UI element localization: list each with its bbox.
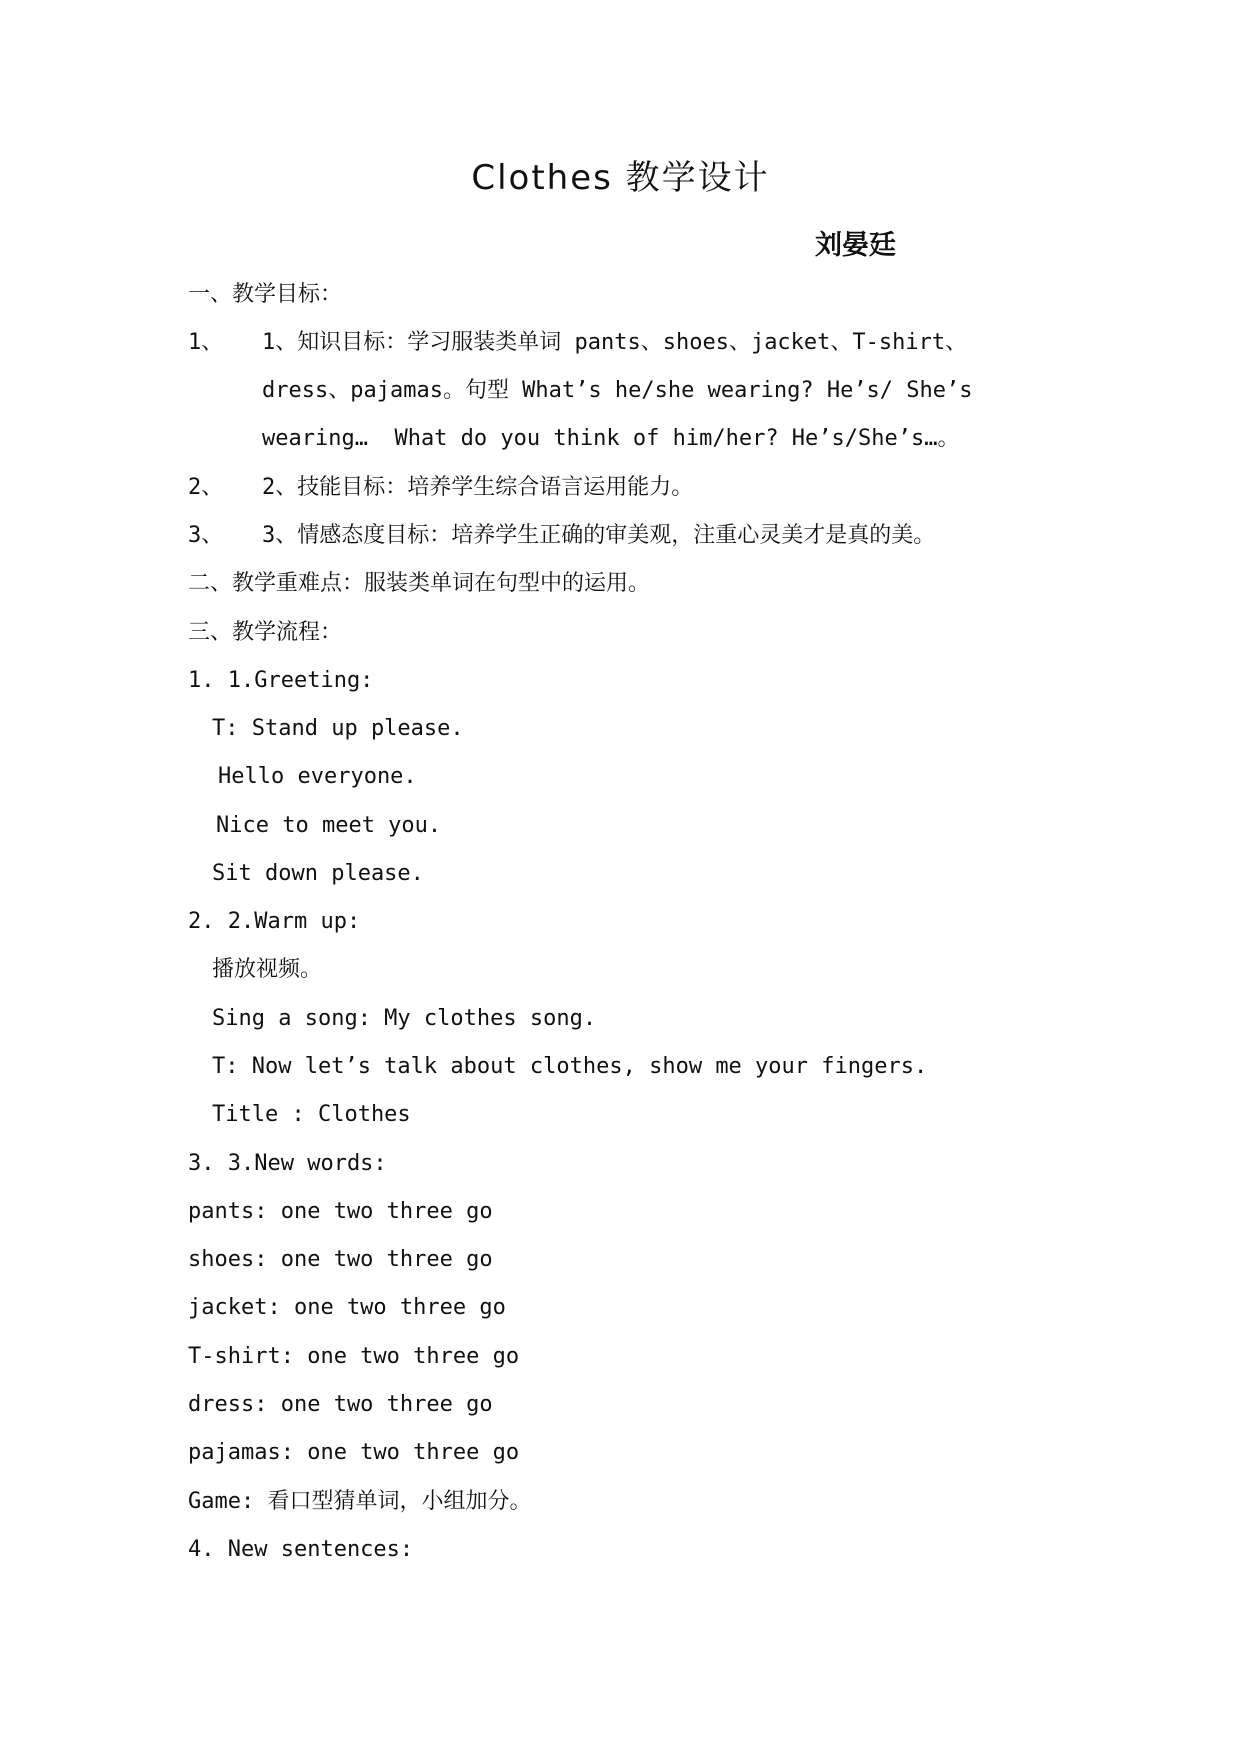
document-title: Clothes 教学设计 bbox=[471, 158, 770, 198]
section-heading-objectives: 一、教学目标： bbox=[188, 282, 343, 307]
warmup-line: Sing a song: My clothes song. bbox=[212, 1006, 597, 1031]
objective-skill: 2、技能目标：培养学生综合语言运用能力。 bbox=[262, 475, 694, 500]
list-number: 2、 bbox=[188, 475, 224, 500]
objective-knowledge-line-1: 1、知识目标：学习服装类单词 pants、shoes、jacket、T-shirt、 bbox=[262, 330, 968, 355]
warmup-line: 播放视频。 bbox=[212, 957, 323, 982]
warmup-line: T: Now let’s talk about clothes, show me your fingers. bbox=[212, 1054, 928, 1079]
word-line: shoes: one two three go bbox=[188, 1247, 493, 1272]
section-heading-procedure: 三、教学流程： bbox=[188, 620, 343, 645]
step-newwords-heading: 3. 3.New words: bbox=[188, 1151, 387, 1176]
author-name: 刘晏廷 bbox=[815, 230, 896, 261]
word-line: jacket: one two three go bbox=[188, 1295, 506, 1320]
word-line: pants: one two three go bbox=[188, 1199, 493, 1224]
objective-emotion: 3、情感态度目标：培养学生正确的审美观，注重心灵美才是真的美。 bbox=[262, 523, 936, 548]
game-line: Game: 看口型猜单词，小组加分。 bbox=[188, 1489, 532, 1514]
word-line: T-shirt: one two three go bbox=[188, 1344, 520, 1369]
list-number: 1、 bbox=[188, 330, 224, 355]
section-heading-keypoints: 二、教学重难点：服装类单词在句型中的运用。 bbox=[188, 571, 651, 596]
objective-knowledge-line-2: dress、pajamas。句型 What’s he/she wearing? He’s/ She’s bbox=[262, 378, 973, 403]
step-warmup-heading: 2. 2.Warm up: bbox=[188, 909, 361, 934]
greeting-line: Nice to meet you. bbox=[216, 813, 442, 838]
word-line: dress: one two three go bbox=[188, 1392, 493, 1417]
step-greeting-heading: 1. 1.Greeting: bbox=[188, 668, 374, 693]
word-line: pajamas: one two three go bbox=[188, 1440, 520, 1465]
objective-knowledge-line-3: wearing… What do you think of him/her? He’s/She’s…。 bbox=[262, 426, 960, 451]
greeting-line: Hello everyone. bbox=[218, 764, 417, 789]
greeting-line: Sit down please. bbox=[212, 861, 424, 886]
list-number: 3、 bbox=[188, 523, 224, 548]
greeting-line: T: Stand up please. bbox=[212, 716, 464, 741]
warmup-line: Title : Clothes bbox=[212, 1102, 411, 1127]
step-newsentences-heading: 4. New sentences: bbox=[188, 1537, 414, 1562]
